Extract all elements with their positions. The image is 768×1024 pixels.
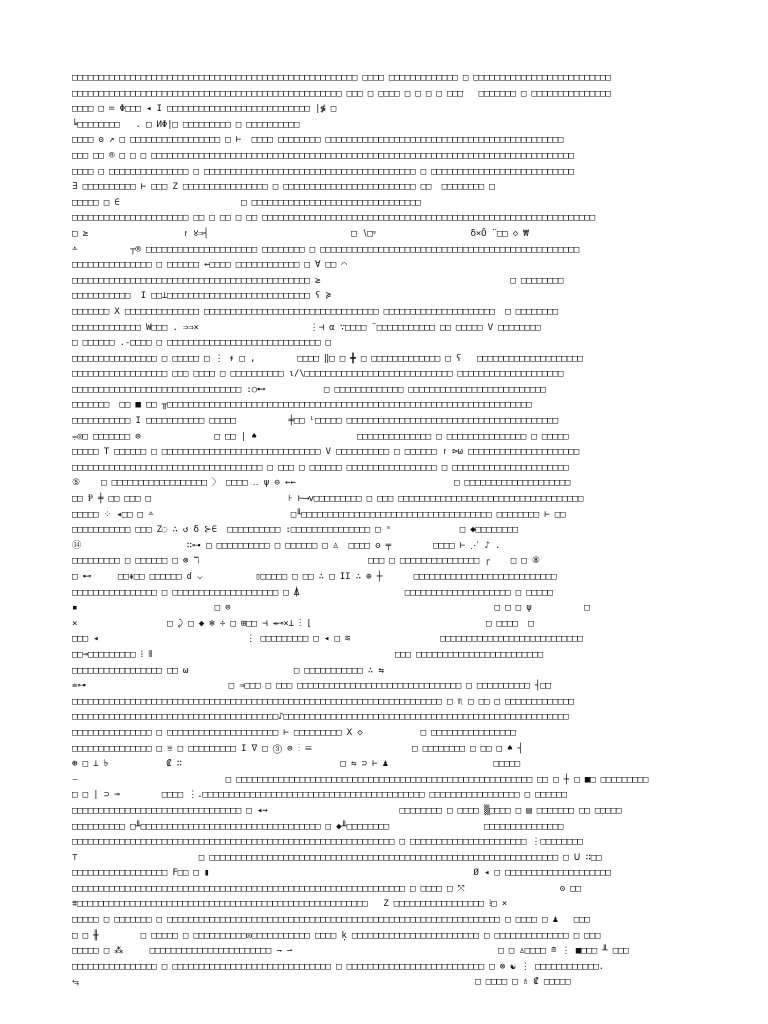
text-line: □□□□□□□□□□□□□□□□□□□□□□□□□□□□□□□□□□□□ □ □□□ □ □□□□□□ □□□□□□□□□□□□□□□□□ □ □□□□□□□□□□□□□□□□□□□□□□ xyxy=(72,461,569,473)
text-line: □□□□□□□□□□□□□□□ □ ⩸ □ □□□□□□□□□ I ∇ □ ③ ⊜ ⋮ ☰ □ □□□□□□□□ □ □□ □ ♠ ┤ xyxy=(72,742,523,754)
text-line: □□□ ◂ ⋮ □□□□□□□□□ □ ◂ □ ≋ □□□□□□□□□□□□□□□□□□□□□□□□□□□ xyxy=(72,633,583,645)
text-line: □□□□□□□□□□□□□□□□□ □□ ω □ □□□□□□□□□□□ ∴ ⇆ xyxy=(72,664,384,676)
text-line: □□□□□□□□□□□□□□□□□□□□□□□□□□□□□□□□□□□□□□□□□□□□□□□□□□□□□□□□□□□□□□□□□□□□□□ □ ♏ □ □□ □ □□□□□□□□□□□□□ xyxy=(72,695,574,707)
text-line: □□□□□□□□□□□ I □□□□□□□□□□□ □□□□□ ╪□□ ᴸ□□□□□ □□□□□□□□□□□□□□□□□□□□□□□□□□□□□□□□□□□□□□□□ xyxy=(72,415,558,427)
text-line: □□□□□□□□□□□□□□□□ □ □□□□□□□□□□□□□□□□□□□□□□□□□□□□□□ □ □□□□□□□□□□□□□□□□□□□□□□□□□□ □ ⊗ ☯ ⋮ □□□□□□□□□□□□. xyxy=(72,960,604,972)
text-line: □□ Ᵽ ╪ □□ □□□ □ ⊦ ⊢⟶v□□□□□□□□□ □ □□□ □□□□□□□□□□□□□□□□□□□□□□□□□□□□□□□□□□□ xyxy=(72,493,584,505)
text-line: ⑭ ∷⊶ □ □□□□□□□□□□ □ □□□□□□ □ ♙ □□□□ ʘ ╤ □□□□ ⊢ ⋰ ♪ . xyxy=(72,539,501,551)
text-line: □□□□□□□□□□□□□□□□□□□□□□ □□ □ □□ □ □□ □□□□□□□□□□□□□□□□□□□□□□□□□□□□□□□□□□□□□□□□□□□□□□□□□□□□□□□□□□□□□□□ xyxy=(72,212,595,224)
text-line: □□□ □□ ® □ □ □ □□□□□□□□□□□□□□□□□□□□□□□□□□□□□□□□□□□□□□□□□□□□□□□□□□□□□□□□□□□□□□□□□□□□□□□□□□□□□□□□ xyxy=(72,149,574,161)
text-line: □□□□ □ □□□□□□□□□□□□□□□ □ □□□□□□□□□□□□□□□□□□□□□□□□□□□□□□□□□□□□□□□□ □ □□□□□□□□□□□□□□□□□□□□□□□□□□□ xyxy=(72,165,574,177)
text-line: ∃ □□□□□□□□□□ ⊢ □□□ Z □□□□□□□□□□□□□□□□ □ □□□□□□□□□□□□□□□□□□□□□□□□□ □□ □□□□□□□□ □ xyxy=(72,181,495,193)
text-line: □□□□□□□□□□ □╨□□□□□□□□□□□□□□□□□□□□□□□□□□□□□□□□□□ □ ◆╨□□□□□□□□ □□□□□□□□□□□□□□□ xyxy=(72,820,564,832)
text-line: □ □□□□□□ .-□□□□ □ □□□□□□□□□□□□□□□□□□□□□□□□□□□□□ □ xyxy=(72,337,331,349)
text-line: ⩨□□□□□□□□□□□□□□□□□□□□□□□□□□□□□□□□□□□□□□□□□□□□□□□□□□□□□□□ Z □□□□□□□□□□□□□□□□□ ⁞□ × xyxy=(72,898,508,910)
text-line: □ ≥ ↾ ४⇒┤ □ ∖□ᵠ δ×Ō ¨□□ ◇ ₩ xyxy=(72,227,529,239)
text-line: □□□□□□□□□□□□□□□□□□□□□□□□□□□□□□□□ □ ◂⇝ □□□□□□□□ □ □□□□ ▒□□□□ □ ▤ □□□□□□□ □□ □□□□□ xyxy=(72,804,622,816)
text-line: □□□□□□□□□□□□□□□□□□□□□□□□□□□□□□□□□□□□□□□□□□□□□ ≥ □ □□□□□□□□ xyxy=(72,274,564,286)
text-line: □□□□□□□□□□□□□□□□ □ □□□□□ □ ⋮ ↟ □ , □□□□ ‖□ □ ╋ □ □□□□□□□□□□□□□ □ ʕ □□□□□□□□□□□□□□□□□□□□ xyxy=(72,352,583,364)
text-line: □□□□□ □ □□□□□□□ □ □□□□□□□□□□□□□□□□□□□□□□□□□□□□□□□□□□□□□□□□□□□□□□□□□□□□□□□□□□□□□□□ □ □□□□ □ ♟ □□□ xyxy=(72,914,590,926)
text-line: □□□□□□□□□□□□□ W□□□ . ⇒⇒× ⋮⊣ α ∵□□□□ ¨□□□□□□□□□□□ □□ □□□□□ V □□□□□□□□ xyxy=(72,321,541,333)
text-line: □□□□□ ⁘ ◂□□ □ ∸ □╙□□□□□□□□□□□□□□□□□□□□□□□□□□□□□□□□□□□□ □□□□□□□□ ⊢ □□ xyxy=(72,508,566,520)
text-line: □□□□ □ ≔ Φ□□□ ◂ I □□□□□□□□□□□□□□□□□□□□□□□□□□□ |≸ □ xyxy=(72,103,337,115)
text-line: □□□□□□□□□□□□□□□□□□□□□□□□□□□□□□□□□□□□□□□□□□□□□□□□□□□□□□□□□□□□□□□ □ □□□□ □ ⤧ ʘ □□ xyxy=(72,882,581,894)
text-line: □□□□□ □ ⁂ □□□□□□□□□□□□□□□□□□□□□□□ ⇁ ⇀ □ □ ♙□□□□ ≘ ⋮ ■□□□ ╨ □□□ xyxy=(72,945,629,957)
text-line: □□□□□□□ □□ ■ □□ ╥□□□□□□□□□□□□□□□□□□□□□□□□□□□□□□□□□□□□□□□□□□□□□□□□□□□□□□□□□□□□□□□□□□□□□ xyxy=(72,399,532,411)
text-line: ╘□□□□□□□□ . □ ИΦ|□ □□□□□□□□□ □ □□□□□□□□□□ xyxy=(72,118,300,130)
text-line: ∸ ┬® □□□□□□□□□□□□□□□□□□□□□ □□□□□□□□ □ □□□□□□□□□□□□□□□□□□□□□□□□□□□□□□□□□□□□□□□□□□□□□□□□□ xyxy=(72,243,580,255)
text-line: ▪ □ ⊜ □ □ □ ψ □ xyxy=(72,602,590,614)
text-line: □ □ | ⊃ ⊸ □□□□ ⋮.□□□□□□□□□□□□□□□□□□□□□□□□□□□□□□□□□□□□□□□□□□ □□□□□□□□□□□□□□□□□ □ □□□□□□ xyxy=(72,789,567,801)
text-line: □ □ ╫ □ □□□□□ □ □□□□□□□□□□◎□□□□□□□□□□□ □□□□ ķ □□□□□□□□□□□□□□□□□□□□□□□□ □ □□□□□□□□□□□□□□ □ □□□ xyxy=(72,929,601,941)
text-line: × □ ⤸ □ ◆ ❄ ÷ □ ⊞□□ ⊣ ⇸⊸×⊥ ⋮ ⌊ □ □□□□ □ xyxy=(72,617,534,629)
text-line: □□□□□□□□□□□ □□□ Z◌ ∴ ↺ δ ⊱∈ □□□□□□□□□□ :□□□□□□□□□□□□□□□ □ ˢ □ ◆□□□□□□□□ xyxy=(72,524,518,536)
text-line: □□□□□□□□□□□□□□□□□□ Ϝ□□ □ ▮ Ø ◂ □ □□□□□□□□□□□□□□□□□□□□ xyxy=(72,867,611,879)
text-line: ⌣ □ □□□□□□□□□□□□□□□□□□□□□□□□□□□□□□□□□□□□□□□□□□□□□□□□□□□□□□□□ □□ □ ┼ □ ■□ □□□□□□□□□ xyxy=(72,773,649,785)
document-body xyxy=(72,70,696,990)
text-line: □□□□□□□□□□□□□□□ □ □□□□□□ ⇜□□□□ □□□□□□□□□□□□ □ ∀ □□ ⌒ xyxy=(72,259,347,271)
text-line: □□□□ ʘ ↗ □ □□□□□□□□□□□□□□□□□ □ ⊢ □□□□ □□□□□□□□ □□□□□□□□□□□□□□□□□□□□□□□□□□□□□□□□□□□□□□□□□□□□□ xyxy=(72,134,564,146)
text-line: □□□□□□□□□□□ I □□⊥□□□□□□□□□□□□□□□□□□□□□□□□□□□ ʕ ≽ xyxy=(72,290,331,302)
text-line: □□□□□□□□□□□□□□□□ □ □□□□□□□□□□□□□□□□□□□□ □ ⍋ □□□□□□□□□□□□□□□□□□□□ □ □□□□□ xyxy=(72,586,553,598)
text-line: ⩧⊶ □ ⇛□□□ □ □□□ □□□□□□□□□□□□□□□□□□□□□□□□□□□□□□□ □ □□□□□□□□□□ ┤□□ xyxy=(72,680,551,692)
text-line: □□□□□□□ X □□□□□□□□□□□□□□ □□□□□□□□□□□□□□□□□□□□□□□□□□□□□□□□□ □□□□□□□□□□□□□□□□□□□□□ □ □□□□□□□□ xyxy=(72,305,558,317)
text-line: □□□□□□□□□□□□□□□ □ □□□□□□□□□□□□□□□□□□□□□ ⊢ □□□□□□□□□ X ◇ □ □□□□□□□□□□□□□□□□ xyxy=(72,726,516,738)
text-line: ⑤ □ □□□□□□□□□□□□□□□□□□ 〉 □□□□ ‥ ψ ⊖ ⇜⇜ □ □□□□□□□□□□□□□□□□□□□□ xyxy=(72,477,571,489)
text-line: ⩦◎□ □□□□□□□ ⊜ □ □□ | ♠ □□□□□□□□□□□□□□ □ □□□□□□□□□□□□□□□ □ □□□□□ xyxy=(72,430,569,442)
text-line: □□□□□□□□□□□□□□□□□□□□□□□□□□□□□□□□ :○⊷ □ □□□□□□□□□□□□□ □□□□□□□□□□□□□□□□□□□□□□□□□□ xyxy=(72,383,546,395)
text-line: □ ⊷ □□⇞□□ □□□□□□ ɗ ⌵ ▯□□□□□ □ □□ ∴ □ II ∴ ⊕ ┼ □□□□□□□□□□□□□□□□□□□□□□□□□□□ xyxy=(72,571,557,582)
text-line: □□□□□ T □□□□□□ □ □□□□□□□□□□□□□□□□□□□□□□□□□□□□□□ V □□□□□□□□□□ □ □□□□□□ ↾ ⊳ω □□□□□□□□□□□□□□□□□□□□□ xyxy=(72,446,580,458)
text-line: ⥃ □ □□□□ □ ♗ ₡ □□□□□ xyxy=(72,976,571,988)
text-line: □□□□□□□□□□□□□□□□□□ □□□ □□□□ □ □□□□□□□□□□ ι/\□□□□□□□□□□□□□□□□□□□□□□□□□□□□ □□□□□□□□□□□□□□□□□□□□ xyxy=(72,368,564,380)
text-line: □□□□□□□□□□□□□□□□□□□□□□□□□□□□□□□□□□□□□□□□□□□□□□□□□□□□□□ □□□□ □□□□□□□□□□□□□ □ □□□□□□□□□□□□□□□□□□□□□□□□□□ xyxy=(72,72,611,83)
text-line: □□⊸□□□□□□□□□ ⁞ ⦀ □□□ □□□□□□□□□□□□□□□□□□□□□□□□ xyxy=(72,648,543,660)
text-line: □□□□□□□□□□□□□□□□□□□□□□□□□□□□□□□□□□□□□□□□□□□□□□□□□□□□□□□□□□□□□ □ □□□□□□□□□□□□□□□□□□□□□□ ⋮□□□□□□□□ xyxy=(72,836,583,848)
text-line: □□□□□□□□□ □ □□□□□□ □ ⊗ ℸ □□□ □ □□□□□□□□□□□□□□□ ┌ □ □ ⑧ xyxy=(72,555,540,567)
text-line: ⊤ □ □□□□□□□□□□□□□□□□□□□□□□□□□□□□□□□□□□□□□□□□□□□□□□□□□□□□□□□□□□□□□□□□□□ □ ᑌ ∷□□ xyxy=(72,851,602,863)
text-line: □□□□□□□□□□□□□□□□□□□□□□□□□□□□□□□□□□□□□□□♪□□□□□□□□□□□□□□□□□□□□□□□□□□□□□□□□□□□□□□□□□□□□□□□□□□□□□□ xyxy=(72,711,569,723)
text-line: ⊛ □ ⊥ ৳ ₡ ∷ □ ⇋ ⊃ ⊢ ♟ □□□□□ xyxy=(72,758,520,770)
text-line: □□□□□ □ ∈ □ □□□□□□□□□□□□□□□□□□□□□□□□□□□□□□□□ xyxy=(72,196,421,208)
text-line: □□□□□□□□□□□□□□□□□□□□□□□□□□□□□□□□□□□□□□□□□□□□□□□□□□□ □□□ □ □□□□ □ □ □ □ □□□ □□□□□□□ □ □□□□□□□□□□□□□□□ xyxy=(72,87,611,99)
